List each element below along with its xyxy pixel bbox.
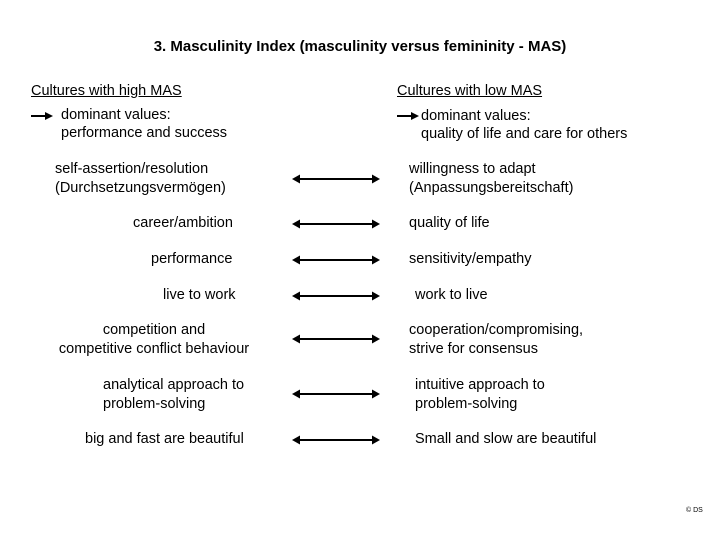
high-mas-heading: Cultures with high MAS xyxy=(31,83,182,99)
right-value: Small and slow are beautiful xyxy=(415,431,597,447)
high-dominant-label: dominant values: xyxy=(61,107,171,123)
double-arrow-icon xyxy=(292,254,380,266)
low-dominant-label: dominant values: xyxy=(421,108,531,124)
right-value: cooperation/compromising, strive for consensus xyxy=(409,322,584,357)
right-value: sensitivity/empathy xyxy=(409,251,532,267)
double-arrow-icon xyxy=(292,173,380,185)
copyright-note: © DS xyxy=(686,507,703,514)
left-value: performance xyxy=(151,251,233,267)
right-value: work to live xyxy=(415,287,488,303)
left-value: self-assertion/resolution (Durchsetzungsvermögen) xyxy=(55,161,226,196)
low-dominant-value: quality of life and care for others xyxy=(421,126,628,142)
left-value: live to work xyxy=(163,287,236,303)
right-value: willingness to adapt (Anpassungsbereitschaft) xyxy=(409,161,574,196)
low-mas-heading: Cultures with low MAS xyxy=(397,83,543,99)
left-value: big and fast are beautiful xyxy=(85,431,244,447)
double-arrow-icon xyxy=(292,434,380,446)
right-arrow-icon xyxy=(397,111,419,121)
slide-title: 3. Masculinity Index (masculinity versus femininity - MAS) xyxy=(153,38,567,55)
right-value: quality of life xyxy=(409,215,490,231)
double-arrow-icon xyxy=(292,333,380,345)
left-value: career/ambition xyxy=(133,215,233,231)
left-value: analytical approach to problem-solving xyxy=(103,377,245,412)
double-arrow-icon xyxy=(292,218,380,230)
double-arrow-icon xyxy=(292,290,380,302)
right-value: intuitive approach to problem-solving xyxy=(415,377,545,412)
right-arrow-icon xyxy=(31,111,53,121)
left-value: competition and competitive conflict behaviour xyxy=(58,322,250,357)
double-arrow-icon xyxy=(292,388,380,400)
high-dominant-value: performance and success xyxy=(61,125,228,141)
